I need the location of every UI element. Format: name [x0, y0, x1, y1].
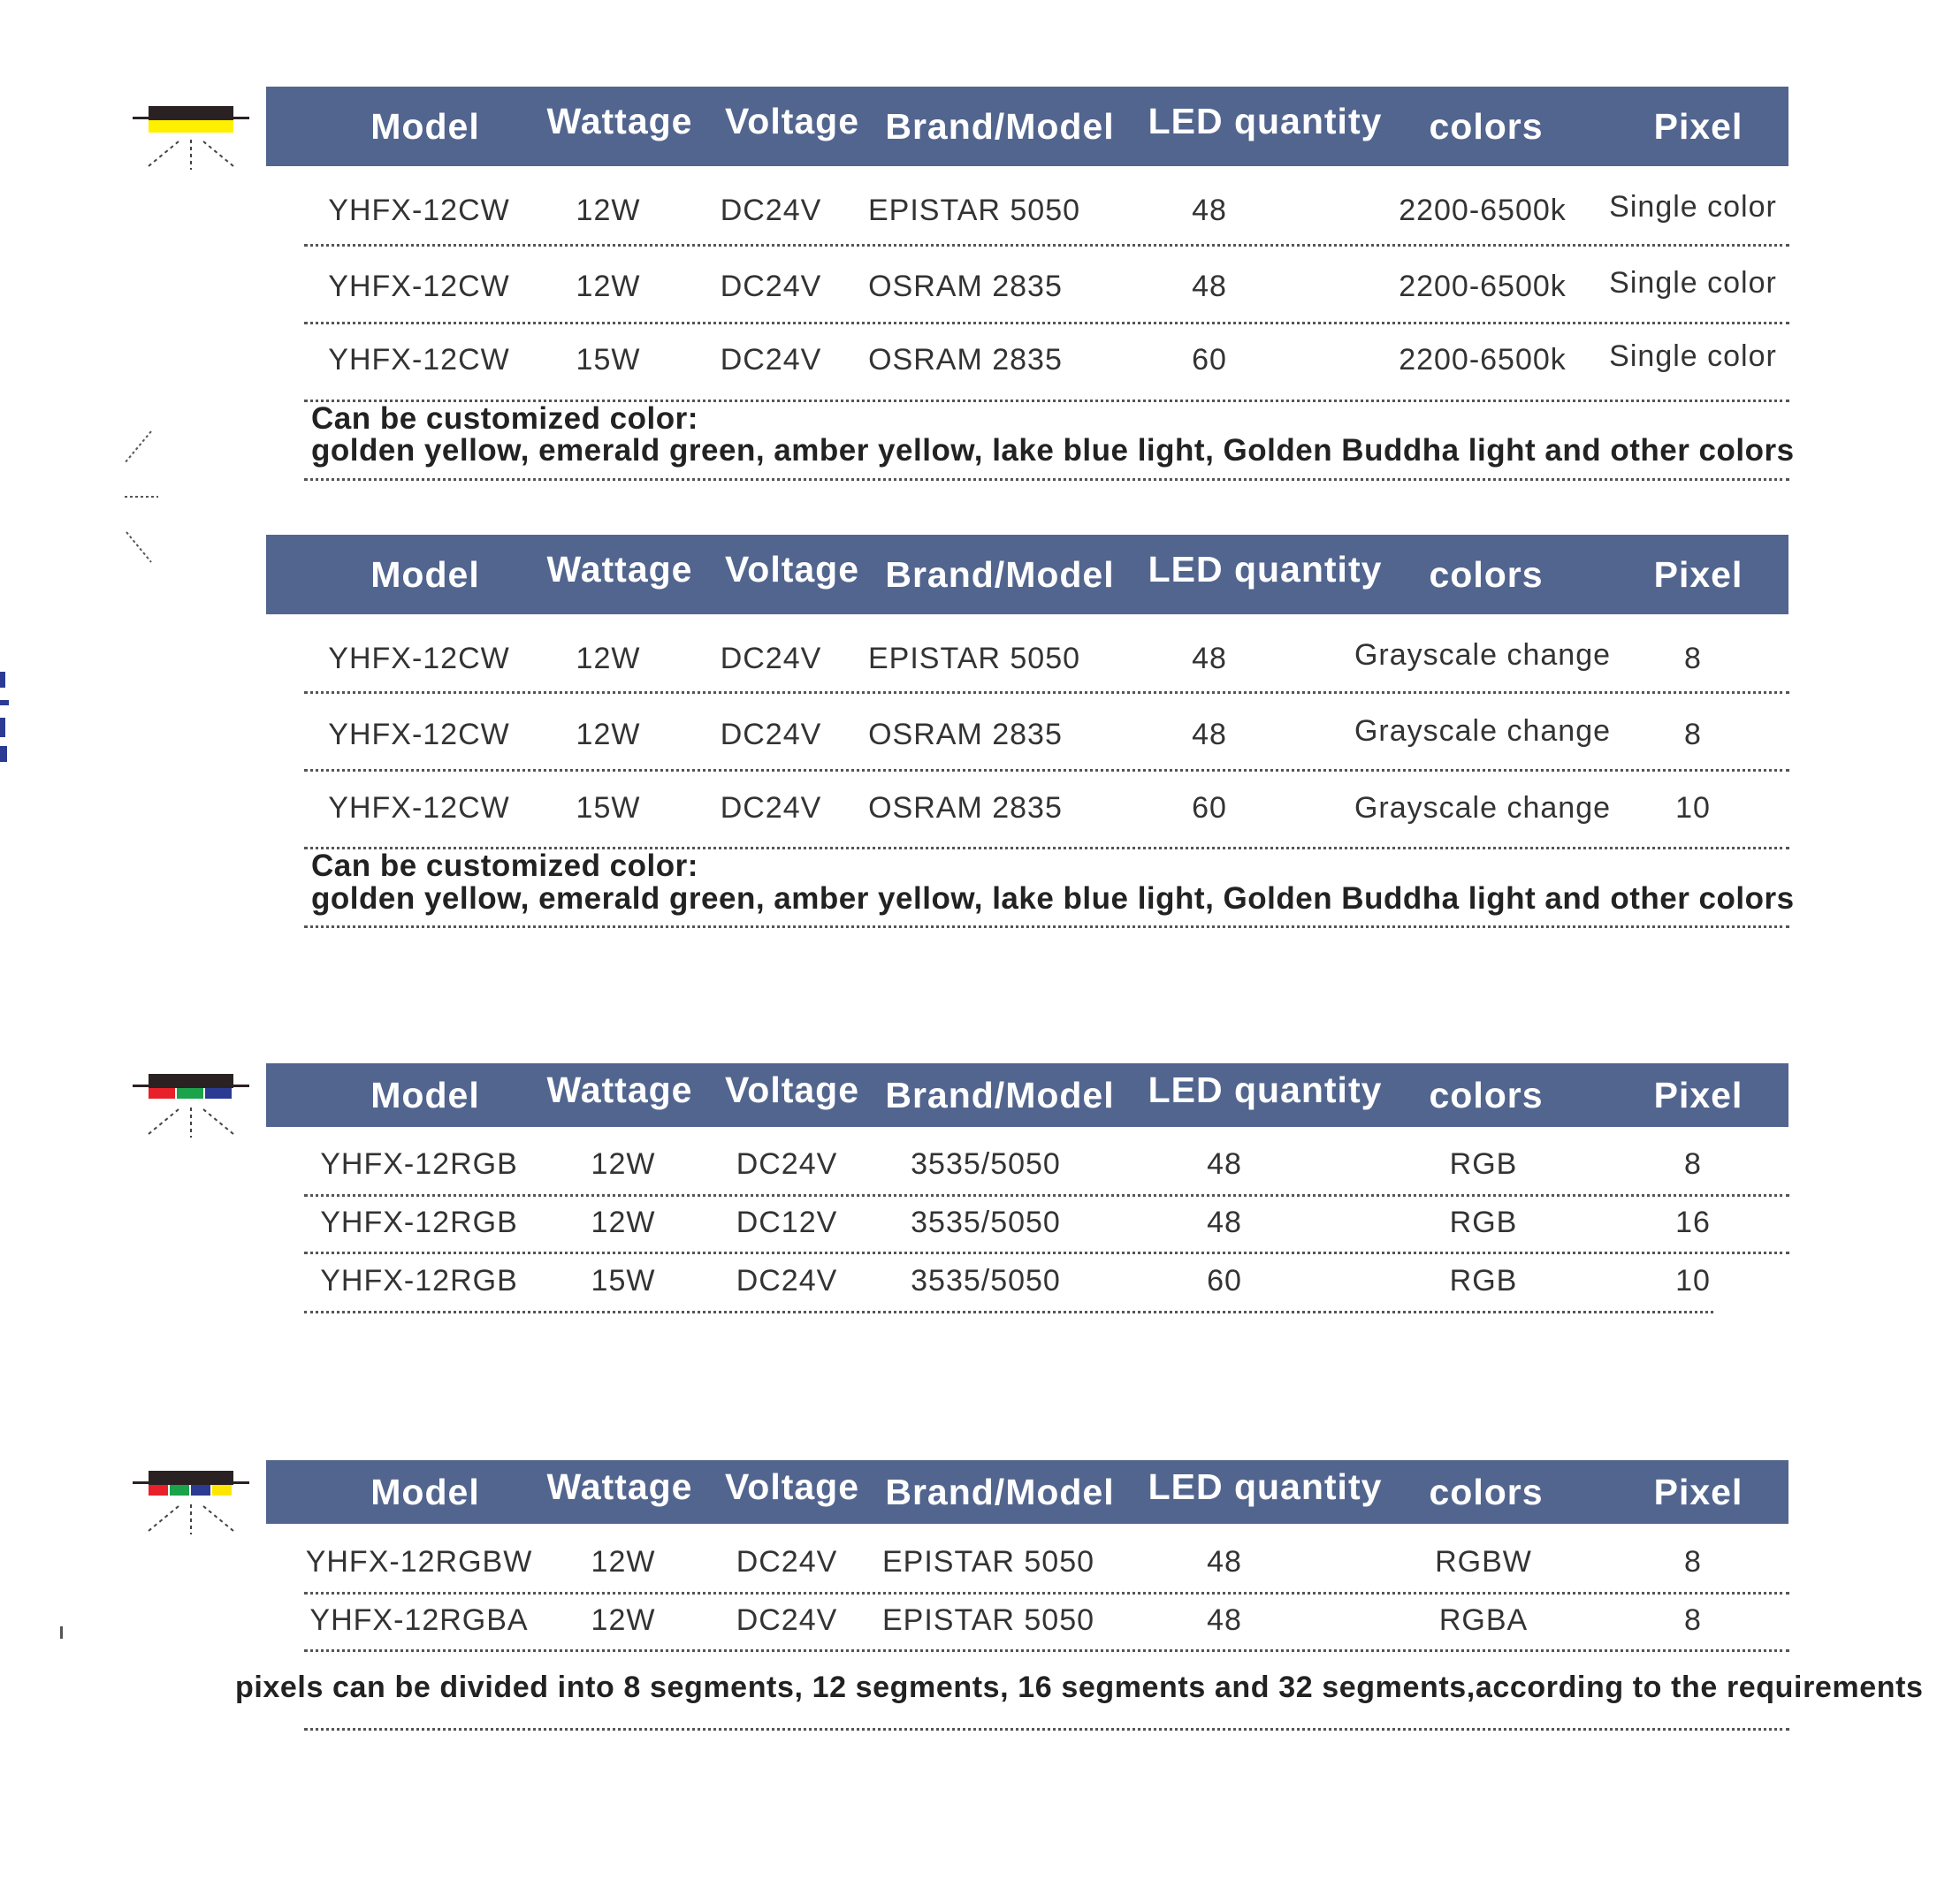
dashed-ray-icon: [119, 428, 164, 569]
header-model: Model: [370, 105, 480, 147]
header-model: Model: [370, 1074, 480, 1115]
row-divider: [304, 1728, 1789, 1731]
row-divider: [304, 1311, 1713, 1313]
table-header: [266, 1063, 1788, 1127]
note-title: Can be customized color:: [311, 401, 698, 436]
table-header: [266, 1460, 1788, 1524]
header-brand-model: Brand/Model: [885, 105, 1115, 147]
table-row: YHFX-12CW 15W DC24V OSRAM 2835 60 2200-6500k Single color: [328, 339, 1777, 377]
header-pixel: Pixel: [1653, 105, 1743, 147]
table-row: YHFX-12RGBW 12W DC24V EPISTAR 5050 48 RGBW 8: [305, 1544, 1702, 1579]
header-wattage: Wattage: [546, 100, 693, 141]
header-model: Model: [370, 1471, 480, 1512]
header-wattage: Wattage: [546, 548, 693, 590]
header-voltage: Voltage: [724, 100, 860, 141]
header-led-quantity: LED quantity: [1148, 1069, 1383, 1110]
warm-white-led-icon: [133, 104, 249, 175]
header-pixel: Pixel: [1653, 1471, 1743, 1512]
header-pixel: Pixel: [1653, 1074, 1743, 1115]
header-colors: colors: [1429, 1074, 1544, 1115]
row-divider: [304, 244, 1789, 247]
row-divider: [304, 1649, 1789, 1652]
header-colors: colors: [1429, 105, 1544, 147]
edge-tick-icon: [60, 1626, 63, 1639]
header-led-quantity: LED quantity: [1148, 548, 1383, 590]
row-divider: [304, 691, 1789, 694]
header-wattage: Wattage: [546, 1069, 693, 1110]
table-row: YHFX-12CW 12W DC24V OSRAM 2835 48 Grayscale change 8: [328, 713, 1702, 751]
table-row: YHFX-12CW 12W DC24V EPISTAR 5050 48 Grayscale change 8: [328, 637, 1702, 675]
header-brand-model: Brand/Model: [885, 553, 1115, 595]
row-divider: [304, 478, 1789, 481]
header-voltage: Voltage: [724, 1069, 860, 1110]
header-voltage: Voltage: [724, 548, 860, 590]
table-row: YHFX-12RGB 12W DC24V 3535/5050 48 RGB 8: [320, 1146, 1702, 1181]
header-brand-model: Brand/Model: [885, 1471, 1115, 1512]
table-header: [266, 535, 1788, 614]
table-row: YHFX-12CW 12W DC24V EPISTAR 5050 48 2200-6500k Single color: [328, 189, 1777, 227]
note-title: Can be customized color:: [311, 849, 698, 883]
row-divider: [304, 925, 1789, 928]
table-header: [266, 87, 1788, 166]
table-row: YHFX-12CW 12W DC24V OSRAM 2835 48 2200-6500k Single color: [328, 265, 1777, 303]
table-row: YHFX-12CW 15W DC24V OSRAM 2835 60 Grayscale change 10: [328, 790, 1711, 825]
table-row: YHFX-12RGBA 12W DC24V EPISTAR 5050 48 RGBA 8: [309, 1602, 1702, 1637]
header-model: Model: [370, 553, 480, 595]
header-voltage: Voltage: [724, 1465, 860, 1507]
row-divider: [304, 769, 1789, 772]
table-row: YHFX-12RGB 15W DC24V 3535/5050 60 RGB 10: [320, 1263, 1711, 1298]
note-body: golden yellow, emerald green, amber yellow, lake blue light, Golden Buddha light and other colors: [311, 433, 1795, 468]
note-body: golden yellow, emerald green, amber yellow, lake blue light, Golden Buddha light and other colors: [311, 881, 1795, 916]
rgbw-led-icon: [133, 1469, 249, 1540]
header-led-quantity: LED quantity: [1148, 100, 1383, 141]
header-brand-model: Brand/Model: [885, 1074, 1115, 1115]
header-led-quantity: LED quantity: [1148, 1465, 1383, 1507]
header-wattage: Wattage: [546, 1465, 693, 1507]
header-pixel: Pixel: [1653, 553, 1743, 595]
footer-note: pixels can be divided into 8 segments, 12 segments, 16 segments and 32 segments,according to the requirements: [235, 1671, 1924, 1704]
row-divider: [304, 322, 1789, 324]
header-colors: colors: [1429, 1471, 1544, 1512]
header-colors: colors: [1429, 553, 1544, 595]
row-divider: [304, 1252, 1789, 1254]
rgb-led-icon: [133, 1072, 249, 1143]
table-row: YHFX-12RGB 12W DC12V 3535/5050 48 RGB 16: [320, 1205, 1711, 1239]
